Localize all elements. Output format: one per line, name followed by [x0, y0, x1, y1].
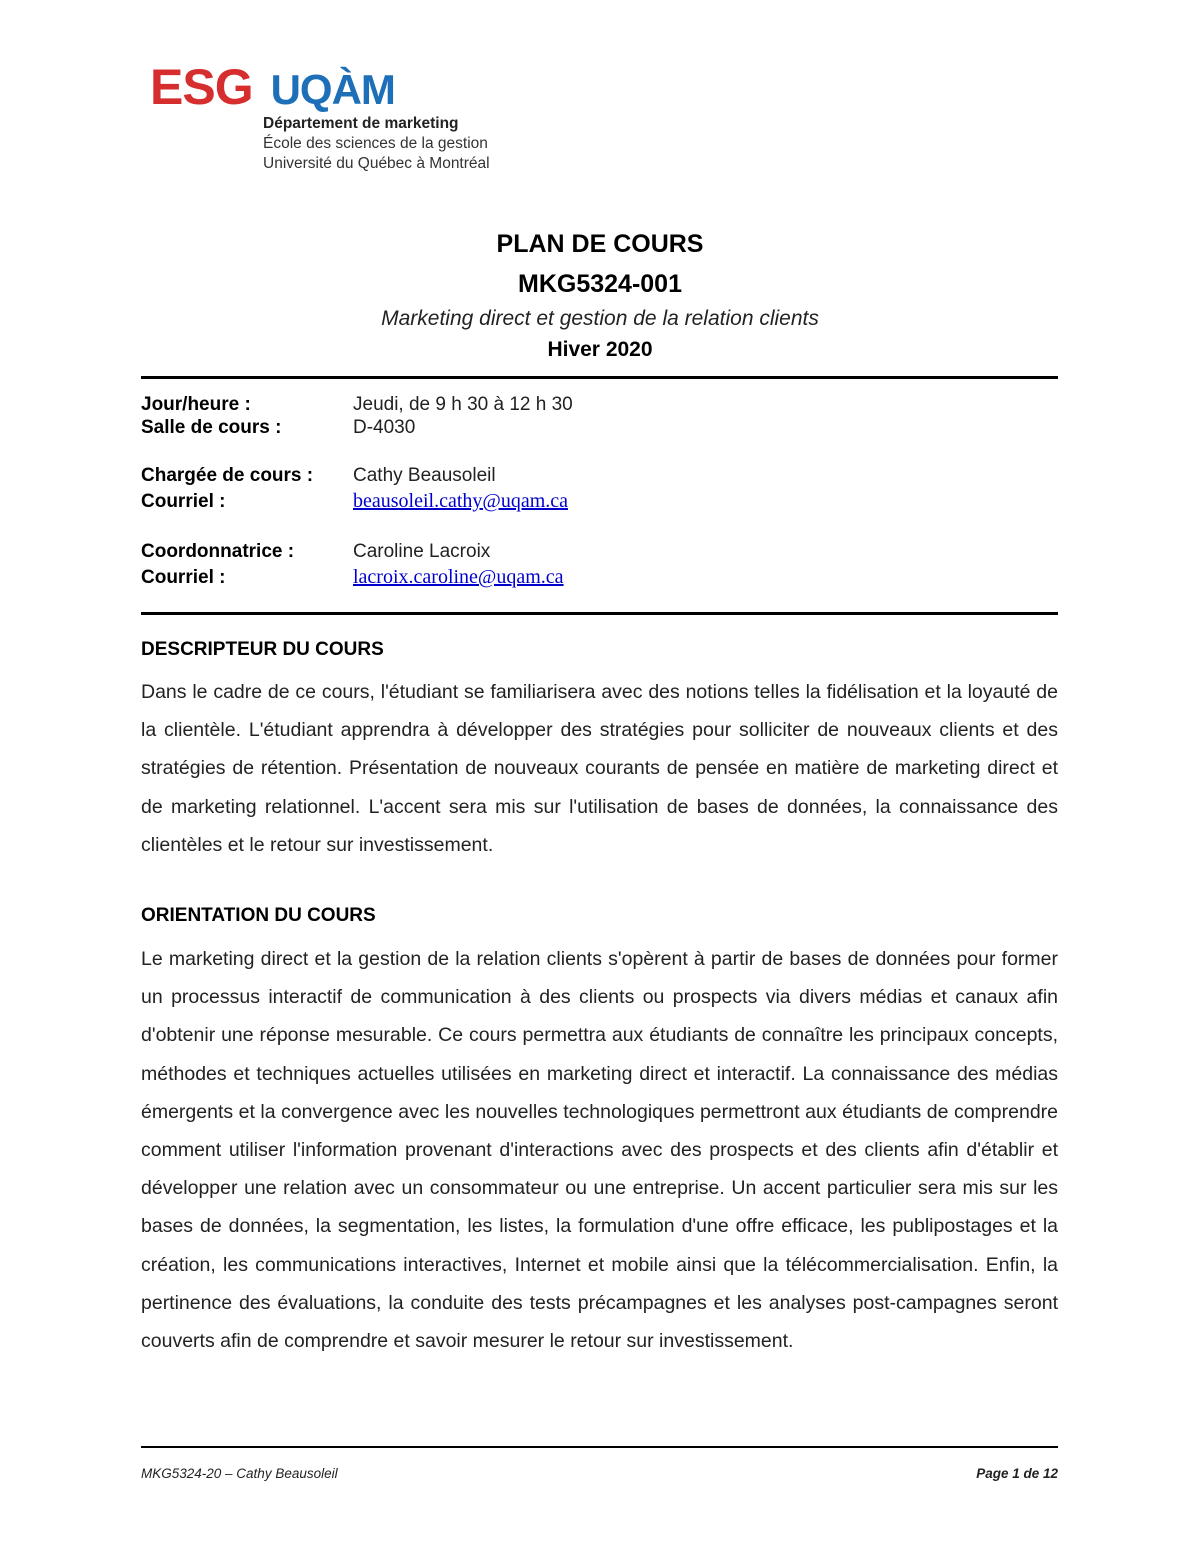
room-value: D-4030 [353, 417, 416, 438]
lecturer-value: Cathy Beausoleil [353, 465, 496, 486]
coordinator-label: Coordonnatrice : [141, 541, 295, 562]
divider-middle [141, 612, 1058, 615]
coordinator-email-link[interactable]: lacroix.caroline@uqam.ca [353, 566, 564, 588]
logo-esg-text: ESG [150, 59, 253, 115]
coordinator-email-label: Courriel : [141, 567, 226, 588]
day-value: Jeudi, de 9 h 30 à 12 h 30 [353, 394, 573, 415]
descriptor-text: Dans le cadre de ce cours, l'étudiant se familiarisera avec des notions telles la fidélisation et la loyauté de la clientèle. L'étudiant apprendra à développer des stratégies pour solliciter de nouveaux clients et des stratégies de rétention. Présentation de nouveaux courants de pensée en matière de marketing direct et de marketing relationnel. L'accent sera mis sur l'utilisation de bases de données, la connaissance des clientèles et le retour sur investissement. [141, 681, 1058, 856]
course-subtitle: Marketing direct et gestion de la relation clients [381, 307, 819, 330]
school-name: École des sciences de la gestion [263, 135, 488, 152]
day-label: Jour/heure : [141, 394, 251, 415]
lecturer-email-link[interactable]: beausoleil.cathy@uqam.ca [353, 490, 568, 512]
course-session: Hiver 2020 [547, 338, 653, 361]
lecturer-label: Chargée de cours : [141, 465, 314, 486]
page-number: Page 1 de 12 [976, 1466, 1058, 1481]
coordinator-value: Caroline Lacroix [353, 541, 491, 562]
divider-top [141, 376, 1058, 379]
logo-uqam-text: UQÀM [270, 66, 395, 113]
room-label: Salle de cours : [141, 417, 282, 438]
document-title: PLAN DE COURS [496, 230, 704, 258]
orientation-text: Le marketing direct et la gestion de la relation clients s'opèrent à partir de bases de données pour former un processus interactif de communication à des clients ou prospects via divers médias et canaux afin d'obtenir une réponse mesurable. Ce cours permettra aux étudiants de connaître les principaux concepts, méthodes et techniques actuelles utilisées en marketing direct et interactif. La connaissance des médias émergents et la convergence avec les nouvelles technologiques permettront aux étudiants de comprendre comment utiliser l'information provenant d'interactions avec des prospects et des clients afin d'établir et développer une relation avec un consommateur ou une entreprise. Un accent particulier sera mis sur les bases de données, la segmentation, les listes, la formulation d'une offre efficace, les publipostages et la création, les communications interactives, Internet et mobile ainsi que la télécommercialisation. Enfin, la pertinence des évaluations, la conduite des tests précampagnes et les analyses post-campagnes seront couverts afin de comprendre et savoir mesurer le retour sur investissement. [141, 948, 1058, 1353]
department-name: Département de marketing [263, 115, 459, 132]
divider-footer [141, 1446, 1058, 1448]
esg-uqam-logo [150, 59, 395, 115]
course-code: MKG5324-001 [518, 270, 682, 298]
footer-left: MKG5324-20 – Cathy Beausoleil [141, 1466, 338, 1481]
university-name: Université du Québec à Montréal [263, 155, 490, 172]
descriptor-heading: DESCRIPTEUR DU COURS [141, 639, 384, 660]
lecturer-email-label: Courriel : [141, 491, 226, 512]
department-block [263, 114, 490, 174]
orientation-heading: ORIENTATION DU COURS [141, 905, 376, 926]
